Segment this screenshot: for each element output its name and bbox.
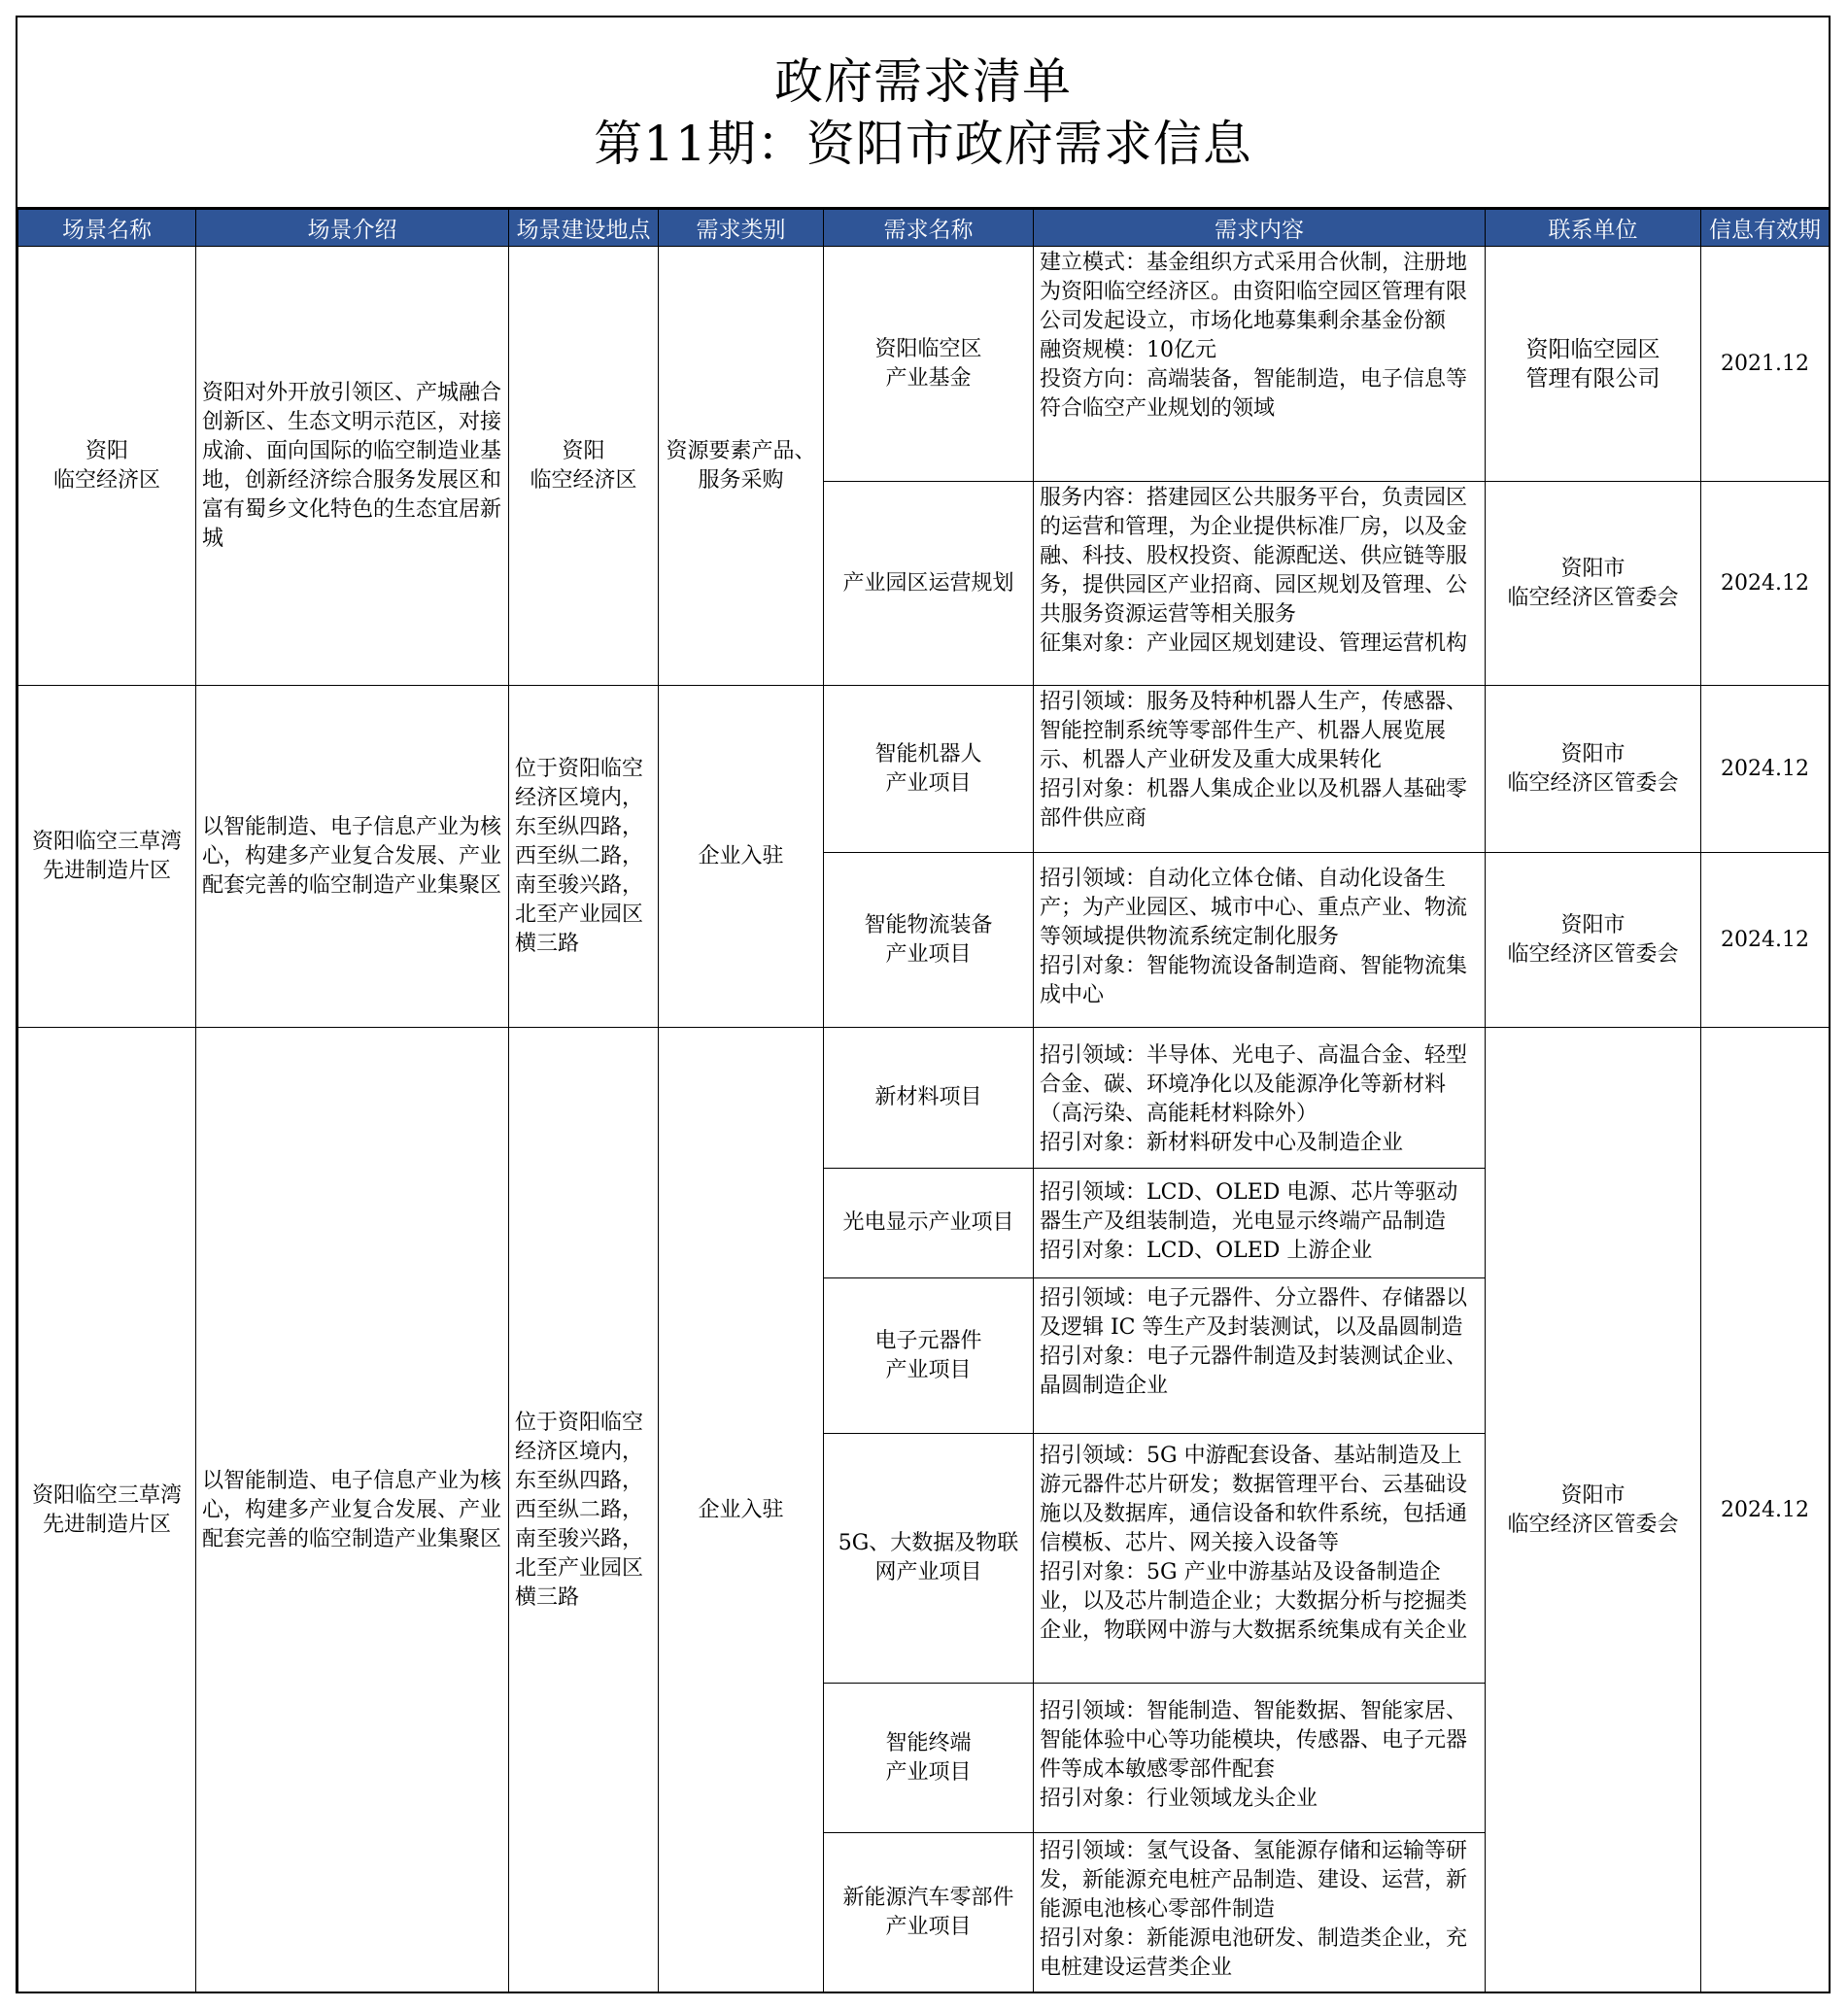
category-cell: 企业入驻 xyxy=(659,686,824,1028)
demand-content-cell: 招引领域：氢气设备、氢能源存储和运输等研发，新能源充电桩产品制造、建设、运营，新能源电池核心零部件制造 招引对象：新能源电池研发、制造类企业，充电桩建设运营类企业 xyxy=(1034,1833,1486,1993)
demand-name-cell: 产业园区运营规划 xyxy=(824,482,1034,686)
demand-name-cell: 智能物流装备 产业项目 xyxy=(824,853,1034,1028)
validity-cell: 2024.12 xyxy=(1701,482,1830,686)
header-location: 场景建设地点 xyxy=(509,210,659,247)
location-cell: 位于资阳临空经济区境内，东至纵四路，西至纵二路，南至骏兴路，北至产业园区横三路 xyxy=(509,686,659,1028)
demand-content-cell: 招引领域：LCD、OLED 电源、芯片等驱动器生产及组装制造，光电显示终端产品制造 招引对象：LCD、OLED 上游企业 xyxy=(1034,1169,1486,1278)
header-scene-name: 场景名称 xyxy=(18,210,196,247)
demand-name-cell: 资阳临空区 产业基金 xyxy=(824,247,1034,482)
table-row xyxy=(18,1028,1830,1169)
header-demand-name: 需求名称 xyxy=(824,210,1034,247)
header-validity: 信息有效期 xyxy=(1701,210,1830,247)
category-cell: 企业入驻 xyxy=(659,1028,824,1993)
demand-content-cell: 招引领域：智能制造、智能数据、智能家居、智能体验中心等功能模块，传感器、电子元器件等成本敏感零部件配套 招引对象：行业领域龙头企业 xyxy=(1034,1684,1486,1833)
validity-cell: 2024.12 xyxy=(1701,853,1830,1028)
demand-name-cell: 智能终端 产业项目 xyxy=(824,1684,1034,1833)
demand-name-cell: 5G、大数据及物联网产业项目 xyxy=(824,1434,1034,1684)
scene-intro-cell: 资阳对外开放引领区、产城融合创新区、生态文明示范区，对接成渝、面向国际的临空制造业基地，创新经济综合服务发展区和富有蜀乡文化特色的生态宜居新城 xyxy=(196,247,509,686)
title-block xyxy=(17,17,1829,209)
title-line1: 政府需求清单 xyxy=(774,52,1072,110)
demand-content-cell: 招引领域：服务及特种机器人生产，传感器、智能控制系统等零部件生产、机器人展览展示、机器人产业研发及重大成果转化 招引对象：机器人集成企业以及机器人基础零部件供应商 xyxy=(1034,686,1486,853)
demand-name-cell: 新能源汽车零部件 产业项目 xyxy=(824,1833,1034,1993)
header-contact: 联系单位 xyxy=(1486,210,1701,247)
validity-cell: 2024.12 xyxy=(1701,686,1830,853)
validity-cell: 2021.12 xyxy=(1701,247,1830,482)
scene-name-cell: 资阳临空三草湾 先进制造片区 xyxy=(18,1028,196,1993)
demand-table xyxy=(17,209,1830,1993)
contact-cell: 资阳市 临空经济区管委会 xyxy=(1486,1028,1701,1993)
demand-name-cell: 电子元器件 产业项目 xyxy=(824,1278,1034,1434)
scene-intro-cell: 以智能制造、电子信息产业为核心，构建多产业复合发展、产业配套完善的临空制造产业集聚区 xyxy=(196,686,509,1028)
demand-content-cell: 建立模式：基金组织方式采用合伙制，注册地为资阳临空经济区。由资阳临空园区管理有限公司发起设立，市场化地募集剩余基金份额 融资规模：10亿元 投资方向：高端装备，智能制造，电子信息等符合临空产业规划的领域 xyxy=(1034,247,1486,482)
contact-cell: 资阳临空园区 管理有限公司 xyxy=(1486,247,1701,482)
contact-cell: 资阳市 临空经济区管委会 xyxy=(1486,482,1701,686)
demand-name-cell: 智能机器人 产业项目 xyxy=(824,686,1034,853)
title-line2: 第11期：资阳市政府需求信息 xyxy=(594,115,1252,172)
demand-content-cell: 招引领域：5G 中游配套设备、基站制造及上游元器件芯片研发；数据管理平台、云基础设施以及数据库，通信设备和软件系统，包括通信模板、芯片、网关接入设备等 招引对象：5G 产业中游基站及设备制造企业，以及芯片制造企业；大数据分析与挖掘类企业，物联网中游与大数据系统集成有关企业 xyxy=(1034,1434,1486,1684)
location-cell: 位于资阳临空经济区境内，东至纵四路，西至纵二路，南至骏兴路，北至产业园区横三路 xyxy=(509,1028,659,1993)
header-row xyxy=(18,210,1830,247)
scene-name-cell: 资阳临空三草湾 先进制造片区 xyxy=(18,686,196,1028)
header-scene-intro: 场景介绍 xyxy=(196,210,509,247)
category-cell: 资源要素产品、服务采购 xyxy=(659,247,824,686)
scene-name-cell: 资阳 临空经济区 xyxy=(18,247,196,686)
header-demand-content: 需求内容 xyxy=(1034,210,1486,247)
demand-content-cell: 招引领域：电子元器件、分立器件、存储器以及逻辑 IC 等生产及封装测试，以及晶圆制造 招引对象：电子元器件制造及封装测试企业、晶圆制造企业 xyxy=(1034,1278,1486,1434)
validity-cell: 2024.12 xyxy=(1701,1028,1830,1993)
header-category: 需求类别 xyxy=(659,210,824,247)
demand-content-cell: 服务内容：搭建园区公共服务平台，负责园区的运营和管理，为企业提供标准厂房，以及金融、科技、股权投资、能源配送、供应链等服务，提供园区产业招商、园区规划及管理、公共服务资源运营等相关服务 征集对象：产业园区规划建设、管理运营机构 xyxy=(1034,482,1486,686)
location-cell: 资阳 临空经济区 xyxy=(509,247,659,686)
contact-cell: 资阳市 临空经济区管委会 xyxy=(1486,853,1701,1028)
demand-name-cell: 新材料项目 xyxy=(824,1028,1034,1169)
table-row xyxy=(18,247,1830,482)
demand-name-cell: 光电显示产业项目 xyxy=(824,1169,1034,1278)
table-row xyxy=(18,686,1830,853)
scene-intro-cell: 以智能制造、电子信息产业为核心，构建多产业复合发展、产业配套完善的临空制造产业集聚区 xyxy=(196,1028,509,1993)
sheet xyxy=(16,16,1831,1993)
demand-content-cell: 招引领域：自动化立体仓储、自动化设备生产；为产业园区、城市中心、重点产业、物流等领域提供物流系统定制化服务 招引对象：智能物流设备制造商、智能物流集成中心 xyxy=(1034,853,1486,1028)
contact-cell: 资阳市 临空经济区管委会 xyxy=(1486,686,1701,853)
demand-content-cell: 招引领域：半导体、光电子、高温合金、轻型合金、碳、环境净化以及能源净化等新材料（高污染、高能耗材料除外） 招引对象：新材料研发中心及制造企业 xyxy=(1034,1028,1486,1169)
